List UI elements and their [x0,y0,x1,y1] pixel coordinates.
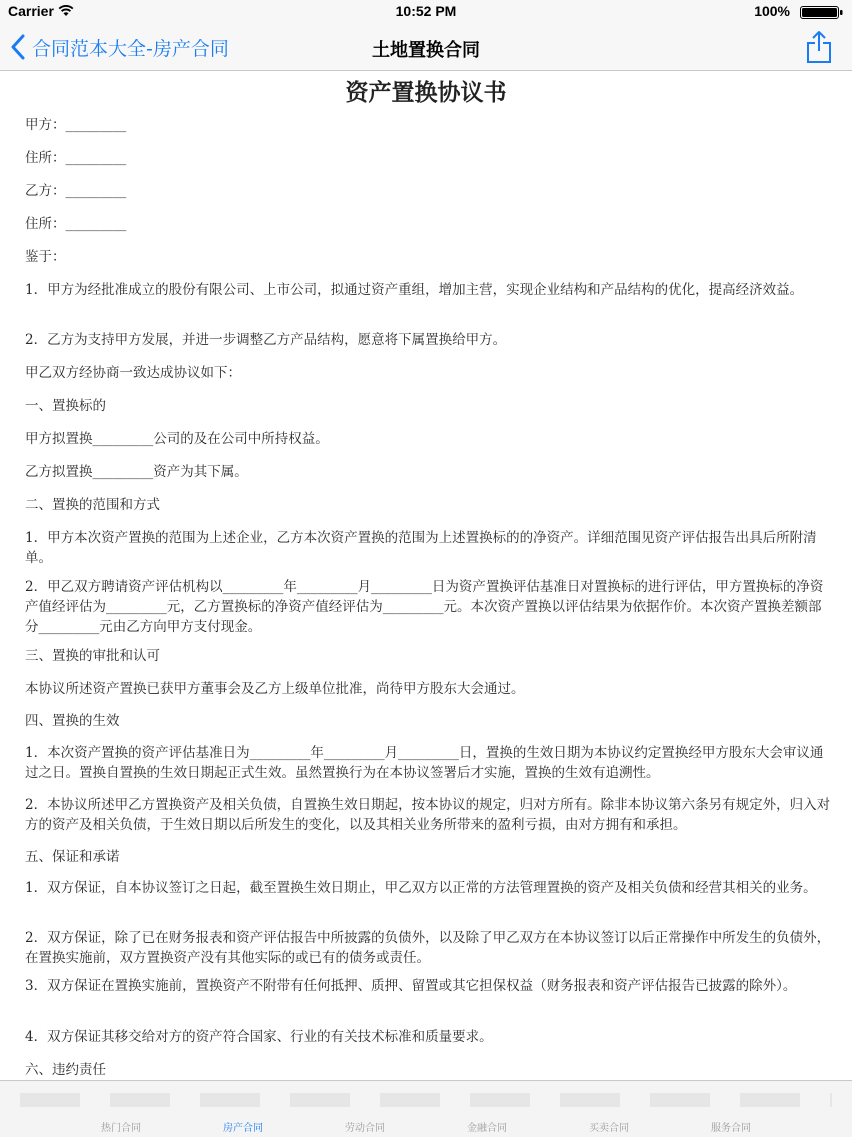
document-paragraph: 甲方：_________ [25,117,127,133]
document-paragraph: 1．本次资产置换的资产评估基准日为_________年_________月_________日，置换的生效日期为本协议约定置换经甲方股东大会审议通过之日。置换自置换的生效日期起正式生效。虽然置换行为在本协议签署后才实施，置换的生效有追溯性。 [25,745,824,781]
document-paragraph: 甲乙双方经协商一致达成协议如下： [25,365,241,381]
document-paragraph: 乙方拟置换_________资产为其下属。 [25,464,248,480]
section-heading: 二、置换的范围和方式 [25,497,160,513]
status-bar [0,0,852,24]
tab-labor-contracts[interactable]: 劳动合同 [345,1123,385,1134]
navigation-bar [0,24,852,71]
document-paragraph: 2．双方保证，除了已在财务报表和资产评估报告中所披露的负债外，以及除了甲乙双方在本协议签订以后正常操作中所发生的负债外，在置换实施前，双方置换资产没有其他实际的或已有的债务或责任。 [25,930,831,966]
back-button-label: 合同范本大全-房产合同 [32,37,229,60]
battery-icon [800,6,844,19]
tab-service-contracts[interactable]: 服务合同 [711,1123,751,1134]
section-heading: 一、置换标的 [25,398,106,414]
section-heading: 三、置换的审批和认可 [25,648,160,664]
tab-finance-contracts[interactable]: 金融合同 [467,1123,507,1134]
section-heading: 六、违约责任 [25,1062,106,1078]
share-icon[interactable] [806,30,832,64]
clock: 10:52 PM [395,3,457,19]
carrier-label: Carrier [8,3,54,19]
document-title: 资产置换协议书 [345,79,507,106]
document-paragraph: 甲方拟置换_________公司的及在公司中所持权益。 [25,431,329,447]
document-paragraph: 2．乙方为支持甲方发展，并进一步调整乙方产品结构，愿意将下属置换给甲方。 [25,332,507,348]
tab-property-contracts[interactable]: 房产合同 [223,1123,263,1134]
tab-hot-contracts[interactable]: 热门合同 [101,1123,141,1134]
document-paragraph: 本协议所述资产置换已获甲方董事会及乙方上级单位批准，尚待甲方股东大会通过。 [25,681,525,697]
section-heading: 四、置换的生效 [25,713,120,729]
tab-bar-overlay [20,1093,832,1107]
document-paragraph: 乙方：_________ [25,183,127,199]
tab-sales-contracts[interactable]: 买卖合同 [589,1123,629,1134]
document-paragraph: 鉴于： [25,249,66,265]
page-title: 土地置换合同 [372,40,480,61]
document-paragraph: 2．本协议所述甲乙方置换资产及相关负债，自置换生效日期起，按本协议的规定，归对方所有。除非本协议第六条另有规定外，归入对方的资产及相关负债，于生效日期以后所发生的变化，以及其相关业务所带来的盈利亏损，由对方拥有和承担。 [25,797,831,833]
document-paragraph: 4．双方保证其移交给对方的资产符合国家、行业的有关技术标准和质量要求。 [25,1029,493,1045]
document-paragraph: 3．双方保证在置换实施前，置换资产不附带有任何抵押、质押、留置或其它担保权益（财务报表和资产评估报告已披露的除外）。 [25,978,797,994]
document-paragraph: 1．双方保证，自本协议签订之日起，截至置换生效日期止，甲乙双方以正常的方法管理置换的资产及相关负债和经营其相关的业务。 [25,880,817,896]
document-paragraph: 1．甲方本次资产置换的范围为上述企业，乙方本次资产置换的范围为上述置换标的的净资产。详细范围见资产评估报告出具后所附清单。 [25,530,817,566]
battery-percent: 100% [754,3,790,19]
document-paragraph: 住所：_________ [25,216,127,232]
document-view[interactable] [0,71,852,1079]
tab-bar [0,1080,852,1137]
document-paragraph: 2．甲乙双方聘请资产评估机构以_________年_________月_________日为资产置换评估基准日对置换标的进行评估，甲方置换标的净资产值经评估为_________元，乙方置换标的净资产值经评估为_________元。本次资产置换以评估结果为依据作价。本次资产置换差额部分_________元由乙方向甲方支付现金。 [25,579,824,635]
section-heading: 五、保证和承诺 [25,849,120,865]
document-paragraph: 1．甲方为经批准成立的股份有限公司、上市公司，拟通过资产重组，增加主营，实现企业结构和产品结构的优化，提高经济效益。 [25,282,804,298]
document-paragraph: 住所：_________ [25,150,127,166]
